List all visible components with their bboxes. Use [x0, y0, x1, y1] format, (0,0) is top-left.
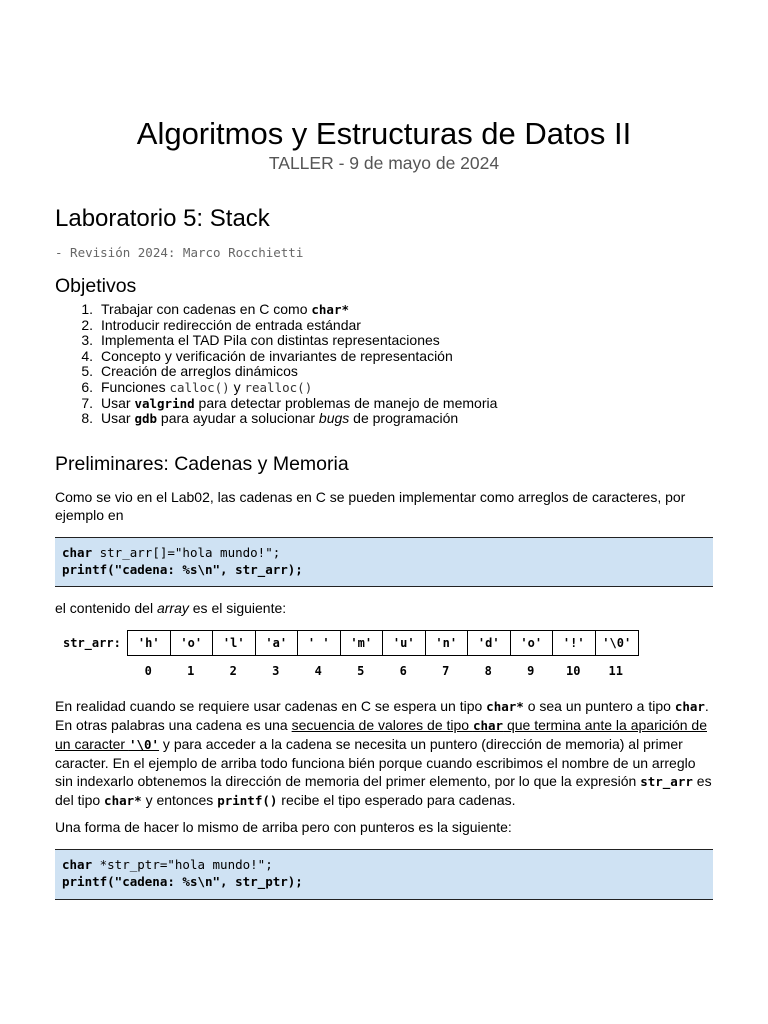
code-block-pointer: char *str_ptr="hola mundo!"; printf("cadena: %s\n", str_ptr); [55, 849, 713, 900]
array-index: 3 [272, 664, 280, 678]
objectives-heading: Objetivos [55, 275, 137, 297]
array-index: 10 [566, 664, 581, 678]
list-item: 5. Creación de arreglos dinámicos [81, 363, 298, 380]
array-cell: ' ' [298, 631, 341, 655]
list-item: 2. Introducir redirección de entrada estándar [81, 316, 361, 333]
objectives-list [55, 302, 497, 427]
array-index: 6 [399, 664, 407, 678]
array-index: 0 [144, 664, 152, 678]
array-label: str_arr: [63, 636, 121, 650]
array-cell: '\0' [602, 636, 632, 650]
array-indices [127, 664, 637, 678]
array-cell: '!' [553, 631, 596, 655]
array-cell: 'o' [511, 631, 554, 655]
array-cell: 'a' [256, 631, 299, 655]
list-item: 1. Trabajar con cadenas en C como char* [81, 301, 350, 317]
array-cell: 'l' [213, 631, 256, 655]
revision-note: - Revisión 2024: Marco Rocchietti [55, 245, 304, 260]
code-block-array: char str_arr[]="hola mundo!"; printf("cadena: %s\n", str_arr); [55, 537, 713, 587]
list-item: 3. Implementa el TAD Pila con distintas representaciones [81, 332, 440, 349]
intro-paragraph: Como se vio en el Lab02, las cadenas en C se pueden implementar como arreglos de caracteres, por ejemplo en [55, 489, 686, 523]
document-subtitle: TALLER - 9 de mayo de 2024 [268, 153, 500, 173]
array-index: 4 [314, 664, 322, 678]
array-cell: 'n' [426, 631, 469, 655]
preliminares-heading: Preliminares: Cadenas y Memoria [55, 453, 349, 475]
array-cell: 'h' [128, 631, 171, 655]
list-item: 4. Concepto y verificación de invariantes de representación [81, 347, 453, 364]
array-cell: 'o' [171, 631, 214, 655]
document-title: Algoritmos y Estructuras de Datos II [136, 116, 632, 151]
list-item: 8. Usar gdb para ayudar a solucionar bugs de programación [81, 410, 459, 427]
char-array-diagram [127, 630, 639, 656]
list-item: 6. Funciones calloc() y realloc() [81, 378, 313, 395]
pointer-explanation: En realidad cuando se requiere usar cadenas en C se espera un tipo char* o sea un puntero a tipo char. En otras palabras una cadena es una secuencia de valores de tipo char que termina ante la aparición de un caracter '\0' y para acceder a la cadena se necesita un puntero (dirección de memoria) al primer caracter. En el ejemplo de arriba todo funciona bién porque cuando escribimos el nombre de un arreglo sin indexarlo obtenemos la dirección de memoria del primer elemento, por lo que la expresión str_arr es del tipo char* y entonces printf() recibe el tipo esperado para cadenas. [55, 698, 712, 808]
array-index: 11 [608, 664, 623, 678]
array-intro: el contenido del array es el siguiente: [55, 600, 287, 616]
array-index: 2 [229, 664, 237, 678]
pointer-intro: Una forma de hacer lo mismo de arriba pero con punteros es la siguiente: [55, 819, 512, 835]
array-index: 8 [484, 664, 492, 678]
list-item: 7. Usar valgrind para detectar problemas de manejo de memoria [81, 394, 498, 411]
array-index: 9 [527, 664, 535, 678]
array-index: 7 [442, 664, 450, 678]
lab-heading: Laboratorio 5: Stack [55, 205, 270, 232]
array-cell: 'u' [383, 631, 426, 655]
array-index: 1 [187, 664, 195, 678]
array-index: 5 [357, 664, 365, 678]
array-cell: 'm' [341, 631, 384, 655]
array-cell: 'd' [468, 631, 511, 655]
